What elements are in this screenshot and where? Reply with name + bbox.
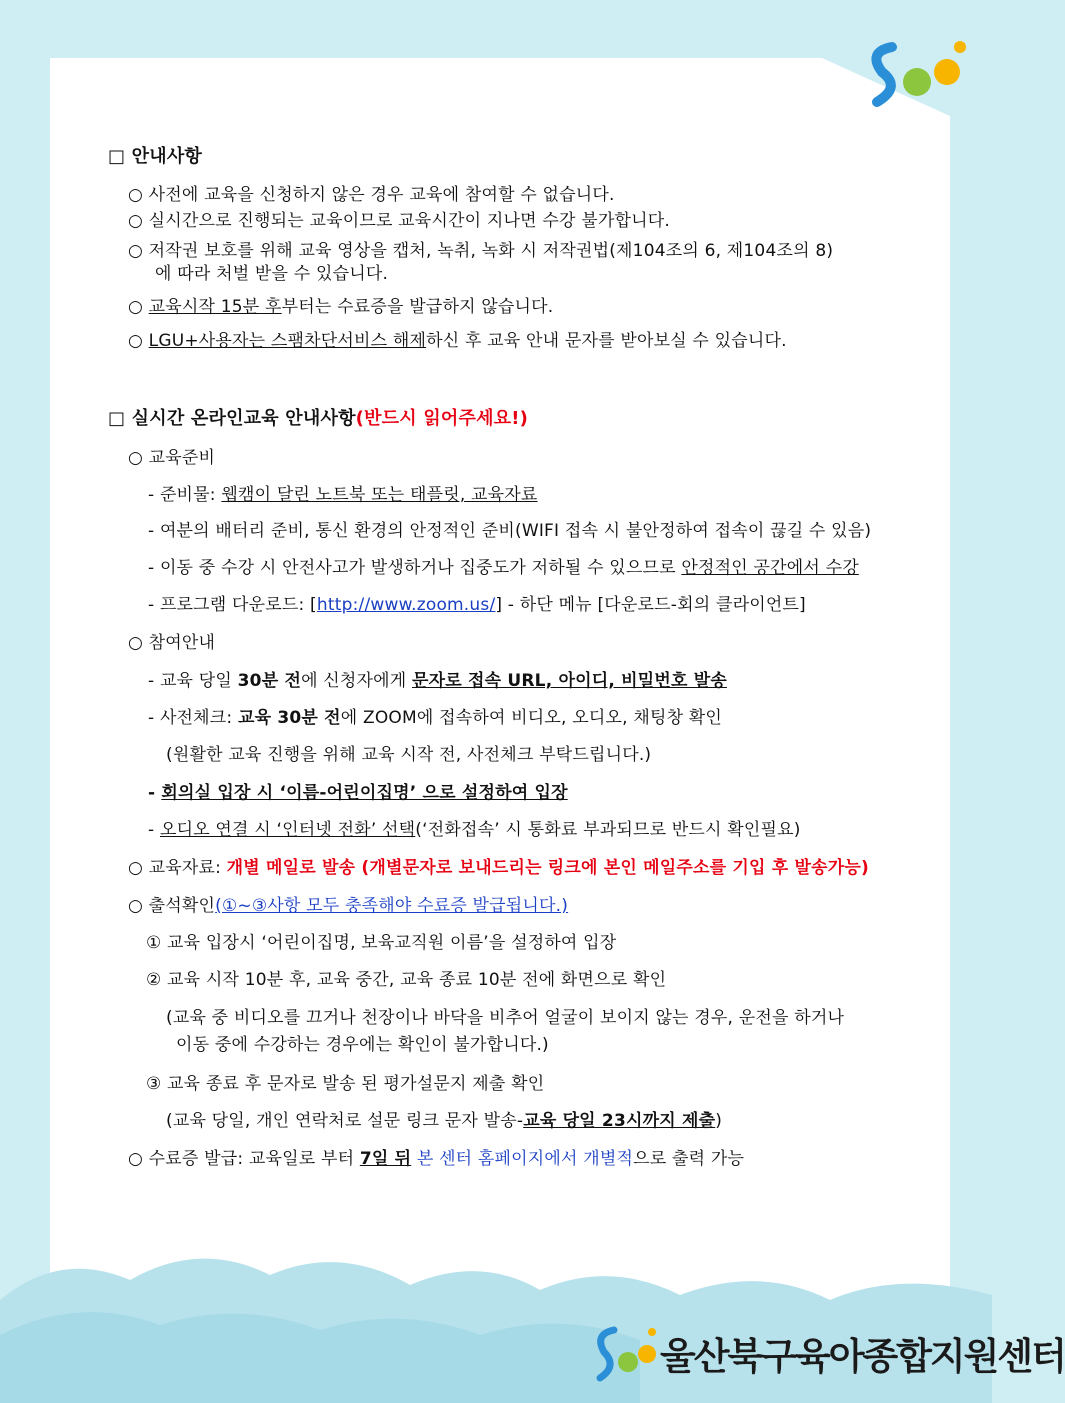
- list-item: ○ 사전에 교육을 신청하지 않은 경우 교육에 참여할 수 없습니다.: [128, 185, 615, 205]
- prep-item: - 이동 중 수강 시 안전사고가 발생하거나 집중도가 저하될 수 있으므로 안정적인 공간에서 수강: [148, 558, 859, 578]
- join-item: - 사전체크: 교육 30분 전에 ZOOM에 접속하여 비디오, 오디오, 채팅창 확인: [148, 708, 723, 728]
- prep-item: - 프로그램 다운로드: [http://www.zoom.us/] - 하단 메뉴 [다운로드-회의 클라이언트]: [148, 595, 806, 615]
- join-item: - 오디오 연결 시 ‘인터넷 전화’ 선택(‘전화접속’ 시 통화료 부과되므로 반드시 확인필요): [148, 820, 801, 840]
- attendance-note: 이동 중에 수강하는 경우에는 확인이 불가합니다.): [176, 1035, 549, 1055]
- zoom-download-link[interactable]: http://www.zoom.us/: [316, 595, 496, 615]
- prep-item: - 여분의 배터리 준비, 통신 환경의 안정적인 준비(WIFI 접속 시 불안정하여 접속이 끊길 수 있음): [148, 521, 872, 541]
- list-item: ○ 저작권 보호를 위해 교육 영상을 캡처, 녹취, 녹화 시 저작권법(제104조의 6, 제104조의 8): [128, 241, 834, 261]
- attendance-note: (교육 중 비디오를 끄거나 천장이나 바닥을 비추어 얼굴이 보이지 않는 경우, 운전을 하거나: [166, 1008, 845, 1028]
- list-item-continuation: 에 따라 처벌 받을 수 있습니다.: [155, 264, 389, 284]
- attendance-condition: ① 교육 입장시 ‘어린이집명, 보육교직원 이름’을 설정하여 입장: [146, 933, 617, 953]
- prep-item: - 준비물: 웹캠이 달린 노트북 또는 태플릿, 교육자료: [148, 485, 538, 505]
- certificate-item: ○ 수료증 발급: 교육일로 부터 7일 뒤 본 센터 홈페이지에서 개별적으로 출력 가능: [128, 1149, 745, 1169]
- section1-title: □ 안내사항: [108, 146, 203, 167]
- section2-title: □ 실시간 온라인교육 안내사항(반드시 읽어주세요!): [108, 408, 529, 429]
- join-item: - 회의실 입장 시 ‘이름-어린이집명’ 으로 설정하여 입장: [148, 783, 568, 803]
- attendance-label: ○ 출석확인(①~③사항 모두 충족해야 수료증 발급됩니다.): [128, 896, 569, 916]
- attendance-condition: ② 교육 시작 10분 후, 교육 중간, 교육 종료 10분 전에 화면으로 확인: [146, 970, 667, 990]
- materials-item: ○ 교육자료: 개별 메일로 발송 (개별문자로 보내드리는 링크에 본인 메일주소를 기입 후 발송가능): [128, 858, 869, 878]
- list-item: ○ 교육시작 15분 후부터는 수료증을 발급하지 않습니다.: [128, 297, 554, 317]
- join-item: - 교육 당일 30분 전에 신청자에게 문자로 접속 URL, 아이디, 비밀번호 발송: [148, 671, 727, 691]
- footer-org-name: 울산북구육아종합지원센터: [660, 1335, 1065, 1378]
- attendance-note: (교육 당일, 개인 연락처로 설문 링크 문자 발송-교육 당일 23시까지 제출): [166, 1111, 723, 1131]
- center-logo-icon: [862, 32, 972, 112]
- list-item: ○ LGU+사용자는 스팸차단서비스 해제하신 후 교육 안내 문자를 받아보실 수 있습니다.: [128, 331, 787, 351]
- list-item: ○ 실시간으로 진행되는 교육이므로 교육시간이 지나면 수강 불가합니다.: [128, 211, 670, 231]
- prep-label: ○ 교육준비: [128, 448, 216, 468]
- join-label: ○ 참여안내: [128, 633, 216, 653]
- attendance-condition: ③ 교육 종료 후 문자로 발송 된 평가설문지 제출 확인: [146, 1074, 545, 1094]
- join-item-note: (원활한 교육 진행을 위해 교육 시작 전, 사전체크 부탁드립니다.): [166, 745, 652, 765]
- section2-title-emphasis: (반드시 읽어주세요!): [355, 408, 529, 429]
